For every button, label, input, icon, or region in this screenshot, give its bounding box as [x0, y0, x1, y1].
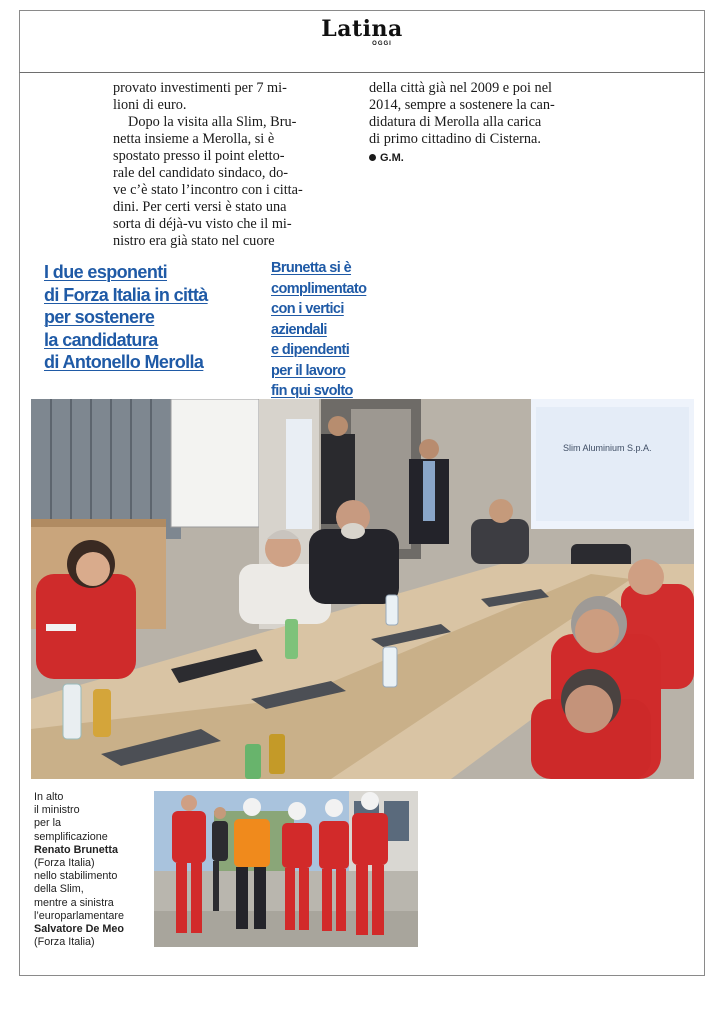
masthead-sub: OGGI — [372, 41, 392, 47]
workers-illustration — [154, 791, 418, 947]
text-line: spostato presso il point eletto- — [113, 148, 285, 164]
caption-line: nello stabilimento — [34, 870, 118, 883]
text-line: ve c’è stato l’incontro con i citta- — [113, 182, 303, 198]
paragraph — [113, 114, 344, 250]
caption-name — [34, 844, 146, 857]
caption-name — [34, 923, 146, 936]
pull-quote-line: aziendali — [271, 321, 327, 338]
text-line: Dopo la visita alla Slim, Bru- — [128, 114, 297, 130]
pull-quote-line: la candidatura — [44, 329, 158, 350]
caption-line: In alto — [34, 791, 64, 803]
pull-quote-line: fin qui svolto — [271, 383, 353, 399]
author-signature: G.M. — [380, 152, 404, 164]
meeting-illustration — [31, 399, 694, 779]
caption-line: mentre a sinistra — [34, 896, 114, 909]
article-column-1 — [113, 80, 344, 250]
pull-quote-line: per sostenere — [44, 307, 155, 327]
byline — [369, 148, 598, 167]
caption-line: della Slim, — [34, 883, 84, 896]
pull-quote-2 — [271, 258, 401, 402]
article-column-2 — [369, 80, 598, 167]
pull-quote-line: per il lavoro — [271, 362, 346, 379]
caption-line: il ministro — [34, 804, 80, 817]
text-line: rale del candidato sindaco, do- — [113, 165, 289, 181]
caption-line: (Forza Italia) — [34, 936, 95, 949]
caption-line: per la — [34, 817, 62, 830]
bullet-dot — [369, 154, 376, 161]
text-line: 2014, sempre a sostenere la can- — [369, 97, 555, 113]
text-line: netta insieme a Merolla, si è — [113, 131, 275, 147]
caption-line: semplificazione — [34, 830, 108, 843]
person-name: Salvatore De Meo — [34, 923, 125, 936]
text-line: didatura di Merolla alla carica — [369, 114, 542, 130]
pull-quote-line: e dipendenti — [271, 342, 350, 358]
pull-quote-1 — [44, 261, 244, 374]
masthead-logo: Latina — [321, 16, 403, 42]
text-line: di primo cittadino di Cisterna. — [369, 131, 541, 147]
text-line: sorta di déjà-vu visto che il mi- — [113, 216, 292, 232]
text-line: lioni di euro. — [113, 97, 187, 113]
caption-line: (Forza Italia) — [34, 857, 95, 870]
masthead-bar — [19, 10, 705, 73]
pull-quote-line: complimentato — [271, 280, 367, 297]
text-line: nistro era già stato nel cuore — [113, 233, 275, 249]
screen-text: Slim Aluminium S.p.A. — [563, 443, 652, 453]
caption-line: l’europarlamentare — [34, 909, 125, 922]
paragraph — [113, 80, 344, 114]
photo-caption — [34, 791, 146, 949]
masthead — [20, 17, 704, 47]
text-line: provato investimenti per 7 mi- — [113, 80, 287, 96]
main-photo-meeting — [31, 399, 694, 779]
pull-quote-line: I due esponenti — [44, 262, 168, 282]
text-line: della città già nel 2009 e poi nel — [369, 80, 553, 96]
pull-quote-line: con i vertici — [271, 301, 344, 317]
person-name: Renato Brunetta — [34, 843, 118, 856]
text-line: dini. Per certi versi è stato una — [113, 199, 287, 215]
pull-quote-line: Brunetta si è — [271, 260, 352, 276]
small-photo-workers — [154, 791, 418, 947]
pull-quote-line: di Antonello Merolla — [44, 352, 204, 372]
pull-quote-line: di Forza Italia in città — [44, 284, 208, 305]
